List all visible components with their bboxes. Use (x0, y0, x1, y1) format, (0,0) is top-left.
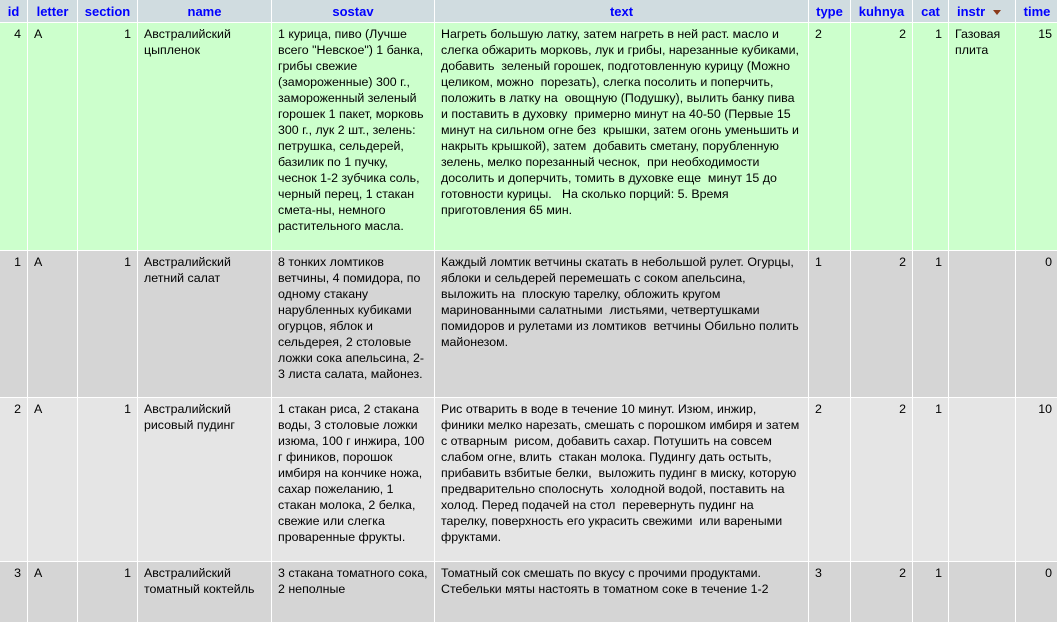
cell-name: Австралийский томатный коктейль (138, 562, 271, 622)
column-header-kuhnya[interactable] (851, 0, 912, 22)
cell-type: 2 (809, 398, 850, 561)
cell-letter: A (28, 251, 77, 397)
cell-cat: 1 (913, 562, 948, 622)
cell-instr (949, 562, 1015, 622)
cell-section: 1 (78, 23, 137, 250)
column-label: cat (921, 3, 940, 19)
cell-text: Нагреть большую латку, затем нагреть в ней раст. масло и слегка обжарить морковь, лук и грибы, нарезанные кубиками, добавить зеленый горошек, подготовленную курицу (Можно целиком, можно порезать), слегка посолить и поперчить, положить в латку на овощную (Подушку), вылить банку пива и поставить в духовку примерно минут на 40-50 (Первые 15 минут на сильном огне без крышки, затем огонь уменьшить и накрыть крышкой), затем добавить сметану, порубленную зелень, мелко порезанный чеснок, при необходимости досолить и доперчить, томить в духовке еще минут 15 до готовности курицы. На сколько порций: 5. Время приготовления 65 мин. (435, 23, 808, 250)
cell-instr (949, 251, 1015, 397)
column-label: instr (957, 3, 986, 19)
cell-kuhnya: 2 (851, 398, 912, 561)
column-header-time[interactable] (1016, 0, 1057, 22)
column-header-name[interactable] (138, 0, 271, 22)
table-row[interactable] (0, 23, 1057, 250)
column-label: time (1023, 3, 1051, 19)
cell-text: Томатный сок смешать по вкусу с прочими продуктами. Стебельки мяты настоять в томатном соке в течение 1-2 (435, 562, 808, 622)
cell-sostav: 8 тонких ломтиков ветчины, 4 помидора, по одному стакану нарубленных кубиками огурцов, яблок и сельдерея, 2 столовые ложки сока апельсина, 2-3 листа салата, майонез. (272, 251, 434, 397)
cell-kuhnya: 2 (851, 562, 912, 622)
column-label: section (84, 3, 131, 19)
column-header-instr[interactable] (949, 0, 1015, 22)
column-header-section[interactable] (78, 0, 137, 22)
column-header-cat[interactable] (913, 0, 948, 22)
cell-text: Каждый ломтик ветчины скатать в небольшой рулет. Огурцы, яблоки и сельдерей перемешать с соком апельсина, выложить на плоскую тарелку, обложить кругом маринованными салатными листьями, четвертушками помидоров и рулетами из ломтиков ветчины Обильно полить майонезом. (435, 251, 808, 397)
column-header-text[interactable] (435, 0, 808, 22)
cell-text: Рис отварить в воде в течение 10 минут. Изюм, инжир, финики мелко нарезать, смешать с порошком имбиря и затем с отварным рисом, добавить сахар. Потушить на совсем слабом огне, влить стакан молока. Пудингу дать остыть, прибавить взбитые белки, выложить пудинг в миску, которую предварительно сполоснуть холодной водой, поставить на холод. Перед подачей на стол перевернуть пудинг на тарелку, поверхность его украсить свежими или вареными фруктами. (435, 398, 808, 561)
cell-letter: A (28, 23, 77, 250)
cell-letter: A (28, 562, 77, 622)
column-label: name (187, 3, 222, 19)
cell-id: 4 (0, 23, 27, 250)
cell-cat: 1 (913, 398, 948, 561)
column-label: kuhnya (858, 3, 905, 19)
cell-cat: 1 (913, 23, 948, 250)
cell-time: 10 (1016, 398, 1057, 561)
cell-instr: Газовая плита (949, 23, 1015, 250)
cell-id: 3 (0, 562, 27, 622)
cell-id: 2 (0, 398, 27, 561)
column-label: sostav (332, 3, 374, 19)
header-row (0, 0, 1057, 22)
cell-kuhnya: 2 (851, 23, 912, 250)
column-label: type (816, 3, 843, 19)
cell-sostav: 1 стакан риса, 2 стакана воды, 3 столовые ложки изюма, 100 г инжира, 100 г фиников, порошок имбиря на кончике ножа, сахар пожеланию, 1 стакан молока, 2 белка, свежие или слегка проваренные фрукты. (272, 398, 434, 561)
cell-id: 1 (0, 251, 27, 397)
cell-sostav: 1 курица, пиво (Лучше всего "Невское") 1 банка, грибы свежие (замороженные) 300 г., замороженный зеленый горошек 1 пакет, морковь 300 г., лук 2 шт., зелень: петрушка, сельдерей, базилик по 1 пучку, чеснок 1-2 зубчика соль, черный перец, 1 стакан смета-ны, немного растительного масла. (272, 23, 434, 250)
cell-name: Австралийский рисовый пудинг (138, 398, 271, 561)
cell-type: 3 (809, 562, 850, 622)
sort-desc-icon[interactable] (993, 10, 1001, 15)
column-label: text (609, 3, 634, 19)
column-label: id (7, 3, 20, 19)
cell-time: 15 (1016, 23, 1057, 250)
cell-name: Австралийский летний салат (138, 251, 271, 397)
cell-sostav: 3 стакана томатного сока, 2 неполные (272, 562, 434, 622)
cell-section: 1 (78, 251, 137, 397)
cell-time: 0 (1016, 562, 1057, 622)
cell-cat: 1 (913, 251, 948, 397)
cell-kuhnya: 2 (851, 251, 912, 397)
column-header-sostav[interactable] (272, 0, 434, 22)
column-label: letter (36, 3, 69, 19)
cell-section: 1 (78, 562, 137, 622)
cell-time: 0 (1016, 251, 1057, 397)
cell-type: 2 (809, 23, 850, 250)
column-header-type[interactable] (809, 0, 850, 22)
cell-type: 1 (809, 251, 850, 397)
column-header-letter[interactable] (28, 0, 77, 22)
cell-name: Австралийский цыпленок (138, 23, 271, 250)
table-row[interactable] (0, 562, 1057, 622)
cell-instr (949, 398, 1015, 561)
table-row[interactable] (0, 398, 1057, 561)
cell-section: 1 (78, 398, 137, 561)
column-header-id[interactable] (0, 0, 27, 22)
table-row[interactable] (0, 251, 1057, 397)
cell-letter: A (28, 398, 77, 561)
